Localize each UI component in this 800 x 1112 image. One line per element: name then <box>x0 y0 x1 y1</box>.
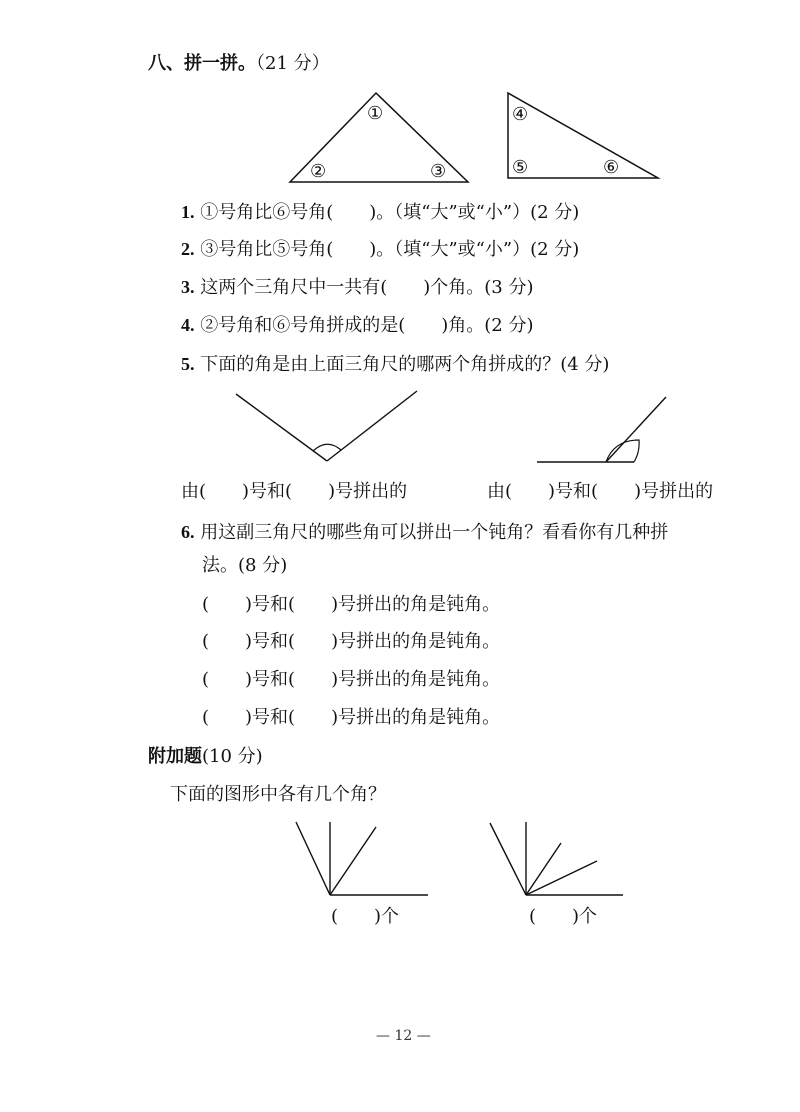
question-number: 6. <box>181 522 195 542</box>
q5-answer-left[interactable]: 由( )号和( )号拼出的 <box>181 481 408 502</box>
q6-answer-3[interactable]: ( )号和( )号拼出的角是钝角。 <box>202 669 501 690</box>
angle-label-4: ④ <box>512 104 529 125</box>
q6-answer-4[interactable]: ( )号和( )号拼出的角是钝角。 <box>202 707 501 728</box>
section-score: （21 分） <box>256 53 330 74</box>
angle-label-6: ⑥ <box>603 157 620 178</box>
bonus-answer-left[interactable]: ( )个 <box>331 906 400 927</box>
q5-angle-right <box>537 397 666 462</box>
question-text: 用这副三角尺的哪些角可以拼出一个钝角？看看你有几种拼 <box>200 522 669 543</box>
q6-answer-2[interactable]: ( )号和( )号拼出的角是钝角。 <box>202 631 501 652</box>
question-number: 3. <box>181 277 195 297</box>
angle-label-3: ③ <box>430 161 447 182</box>
question-number: 5. <box>181 354 195 374</box>
bonus-score: (10 分) <box>202 746 263 767</box>
q5-answer-right[interactable]: 由( )号和( )号拼出的 <box>487 481 714 502</box>
bonus-title-text: 附加题 <box>148 746 202 767</box>
question-2 <box>181 237 579 262</box>
question-number: 2. <box>181 239 195 259</box>
page-number: — 12 — <box>376 1028 431 1044</box>
bonus-figure-right <box>490 822 623 895</box>
question-text: ③号角比⑤号角( )。（填“大”或“小”）(2 分) <box>200 239 580 260</box>
question-number: 4. <box>181 315 195 335</box>
q5-angle-left <box>236 391 417 461</box>
bonus-prompt: 下面的图形中各有几个角？ <box>170 784 386 805</box>
question-text: 这两个三角尺中一共有( )个角。(3 分) <box>200 277 534 298</box>
question-3 <box>181 275 534 300</box>
question-6 <box>181 520 668 545</box>
question-text: ②号角和⑥号角拼成的是( )角。(2 分) <box>200 315 534 336</box>
q6-answer-1[interactable]: ( )号和( )号拼出的角是钝角。 <box>202 594 501 615</box>
question-text: 下面的角是由上面三角尺的哪两个角拼成的？(4 分) <box>200 354 610 375</box>
angle-label-5: ⑤ <box>512 157 529 178</box>
question-1 <box>181 200 579 225</box>
question-text: ①号角比⑥号角( )。（填“大”或“小”）(2 分) <box>200 202 580 223</box>
question-6-continuation: 法。(8 分) <box>202 555 288 576</box>
bonus-title <box>148 745 263 769</box>
bonus-figure-left <box>296 822 428 895</box>
section-title-text: 八、拼一拼。 <box>148 53 256 74</box>
question-5 <box>181 352 609 377</box>
angle-label-1: ① <box>367 103 384 124</box>
bonus-answer-right[interactable]: ( )个 <box>529 906 598 927</box>
question-number: 1. <box>181 202 195 222</box>
question-4 <box>181 313 534 338</box>
right-triangle <box>508 93 658 178</box>
angle-label-2: ② <box>310 161 327 182</box>
